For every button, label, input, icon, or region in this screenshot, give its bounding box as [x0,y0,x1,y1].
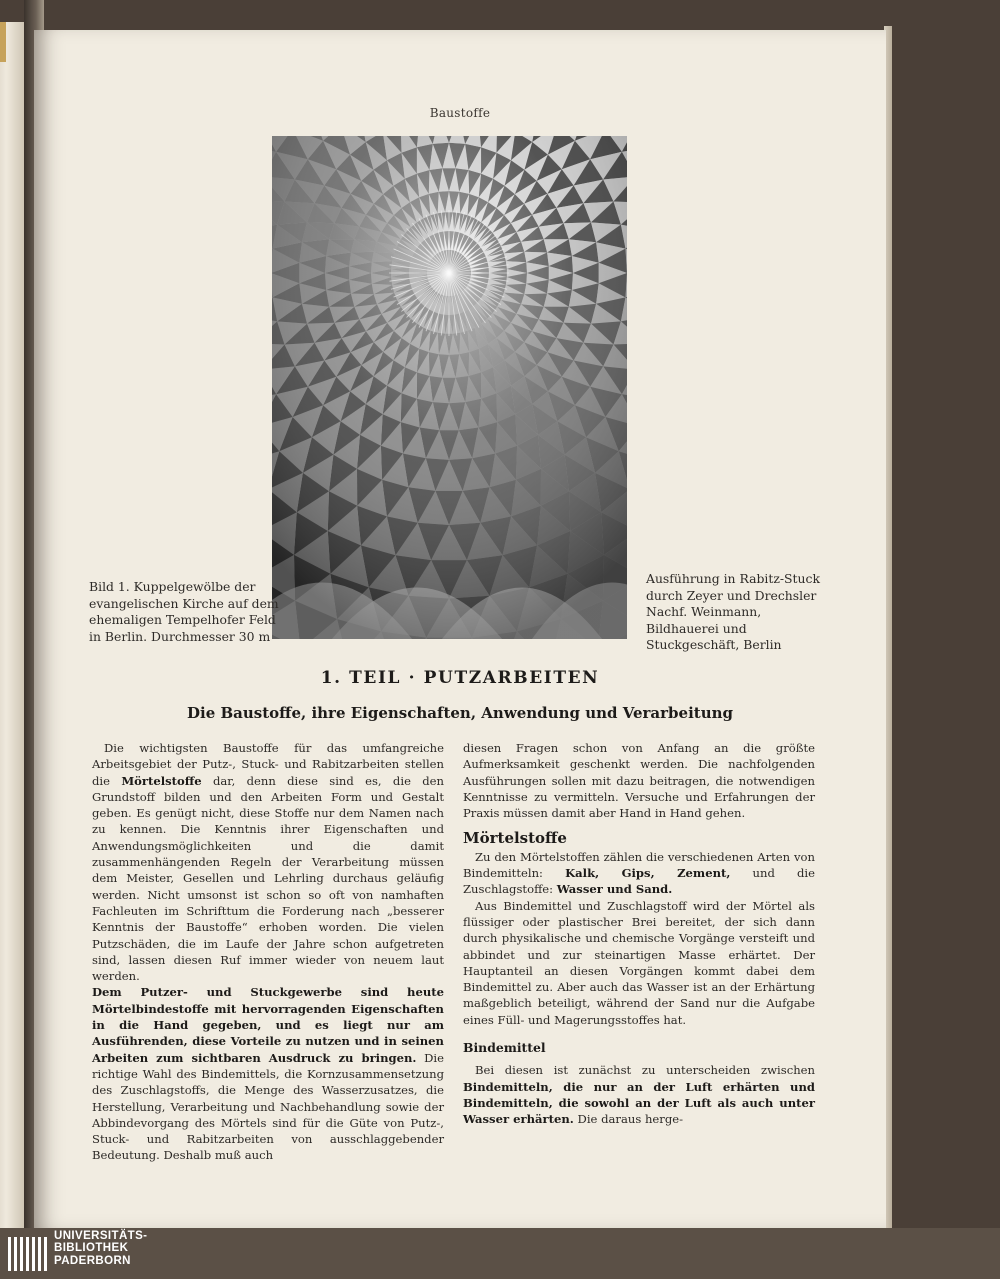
figure-caption-left: Bild 1. Kuppelgewölbe der evangelischen Kirche auf dem ehemaligen Tempelhofer Feld in Berlin. Durchmesser 30 m [89,579,279,644]
bold-term: Mörtelstoffe [121,773,202,788]
library-logo-text [54,1230,147,1267]
dome-pattern-image [272,136,627,639]
text-column-left [92,740,444,1164]
text: diesen Fragen schon von Anfang an die größte Aufmerksamkeit geschenkt werden. Die nachfolgenden Ausführungen sollen mit dazu beitragen, die notwendigen Kenntnisse zu vermitteln. Versuche und Erfahrungen der Praxis müssen damit aber Hand in Hand gehen. [463,741,815,821]
book-page [34,30,886,1228]
paragraph [463,849,815,898]
paragraph [92,740,444,984]
text: Aus Bindemittel und Zuschlagstoff wird der Mörtel als flüssiger oder plastischer Brei bereitet, der sich dann durch physikalische und chemische Vorgänge versteift und abbindet und zur steinartigen Masse erhärtet. Der Hauptanteil an diesen Vorgängen kommt dabei dem Bindemittel zu. Aber auch das Wasser ist an der Erhärtung maßgeblich beteiligt, während der Sand nur die Aufgabe eines Füll- und Magerungsstoffes hat. [463,898,815,1027]
running-head: Baustoffe [429,106,491,120]
paragraph [463,740,815,821]
part-title: 1. TEIL · PUTZARBEITEN [320,668,600,688]
bold-statement: Dem Putzer- und Stuckgewerbe sind heute Mörtelbindestoffe mit hervorragenden Eigenschaften in die Hand gegeben, und es liegt nur am Ausführenden, diese Vorteile zu nutzen und in seinen Arbeiten zum sichtbaren Ausdruck zu bringen. [92,985,444,1065]
logo-line: PADERBORN [54,1254,131,1267]
paragraph [92,984,444,1163]
logo-line: BIBLIOTHEK [54,1242,129,1255]
left-page-edge [0,22,24,1228]
text: Die daraus herge- [573,1112,684,1127]
library-footer-bar [0,1228,1000,1279]
text: Die richtige Wahl des Bindemittels, die Kornzusammensetzung des Zuschlagstoffs, die Menge des Wasserzusatzes, die Herstellung, Verarbeitung und Nachbehandlung sowie der Abbindevorgang des Mörtels sind für die Güte von Putz-, Stuck- und Rabitzarbeiten von ausschlaggebender Bedeutung. Deshalb muß auch [92,1050,444,1163]
text: Die wichtigsten Baustoffe für das umfangreiche Arbeitsgebiet der Putz-, Stuck- und Rabitzarbeiten stellen die [92,741,444,788]
dome-vault-photo [272,136,627,639]
text: Bei diesen ist zunächst zu unterscheiden zwischen [475,1063,815,1078]
bold-term: Kalk, Gips, Zement, [565,866,731,881]
bold-term: Wasser und Sand. [556,882,673,897]
text: und die Zuschlagstoffe: [463,866,816,897]
text-column-right [463,740,815,1128]
paragraph [463,1062,815,1127]
figure-caption-right: Ausführung in Rabitz-Stuck durch Zeyer und Drechsler Nachf. Weinmann, Bildhauerei und Stuckgeschäft, Berlin [646,571,820,652]
text: dar, denn diese sind es, die den Grundstoff bilden und den Arbeiten Form und Gestalt geben. Es genügt nicht, diese Stoffe nur dem Namen nach zu kennen. Die Kenntnis ihrer Eigenschaften und Anwendungsmöglichkeiten und die damit zusammenhängenden Regeln der Verarbeitung müssen dem Meister, Gesellen und Lehrling durchaus geläufig werden. Nicht umsonst ist schon so oft von namhaften Fachleuten im Schrifttum die Forderung nach „besserer Kenntnis der Baustoffe“ erhoben worden. Die vielen Putzschäden, die im Laufe der Jahre schon aufgetreten sind, lassen diesen Ruf immer wieder von neuem laut werden. [92,773,444,984]
paragraph [463,898,815,1028]
page-tab-marker [0,22,6,62]
library-logo-icon [8,1233,48,1275]
subheading-bindemittel: Bindemittel [463,1040,546,1056]
logo-line: UNIVERSITÄTS- [54,1230,148,1242]
bold-statement: Bindemitteln, die nur an der Luft erhärten und Bindemitteln, die sowohl an der Luft als auch unter Wasser erhärten. [463,1079,815,1127]
subheading-moertelstoffe: Mörtelstoffe [463,829,567,848]
text: Zu den Mörtelstoffen zählen die verschiedenen Arten von Bindemitteln: [463,849,815,881]
section-title: Die Baustoffe, ihre Eigenschaften, Anwendung und Verarbeitung [187,704,733,722]
